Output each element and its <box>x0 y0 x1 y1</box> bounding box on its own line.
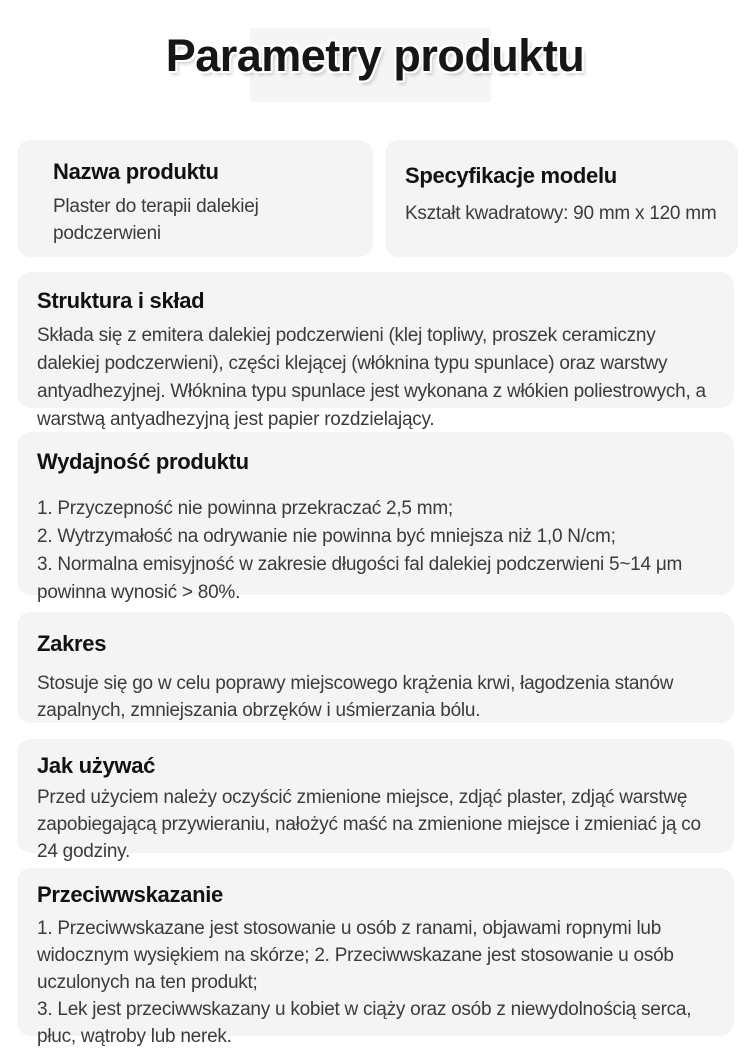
card-product-name <box>17 140 373 257</box>
card-scope <box>17 612 734 723</box>
card-how-to-use-title: Jak używać <box>37 753 156 778</box>
card-contraindication-item-1-2: 1. Przeciwwskazane jest stosowanie u osób z ranami, objawami ropnymi lub widocznym wysiękiem na skórze; 2. Przeciwwskazane jest stosowanie u osób uczulonych na ten produkt; <box>37 918 674 993</box>
card-contraindication-item-3: 3. Lek jest przeciwwskazany u kobiet w ciąży oraz osób z niewydolnością serca, płuc, wątroby lub nerek. <box>37 999 692 1047</box>
card-performance-title: Wydajność produktu <box>37 449 249 474</box>
card-model-spec <box>385 140 738 257</box>
card-performance-item-1: 1. Przyczepność nie powinna przekraczać 2,5 mm; <box>37 498 453 519</box>
card-how-to-use <box>17 739 734 862</box>
card-structure-body: Składa się z emitera dalekiej podczerwieni (klej topliwy, proszek ceramiczny dalekiej podczerwieni), części klejącej (włóknina typu spunlace) oraz warstwy antyadhezyjnej. Włóknina typu spunlace jest wykonana z włókien poliestrowych, a warstwą antyadhezyjną jest papier rozdzielający. <box>37 325 706 430</box>
card-scope-body: Stosuje się go w celu poprawy miejscowego krążenia krwi, łagodzenia stanów zapalnych, zmniejszania obrzęków i uśmierzania bólu. <box>37 673 674 721</box>
top-cards-row <box>17 140 738 257</box>
card-how-to-use-body: Przed użyciem należy oczyścić zmienione miejsce, zdjąć plaster, zdjąć warstwę zapobiegającą przywieraniu, nałożyć maść na zmienione miejsce i zmieniać ją co 24 godziny. <box>37 787 701 862</box>
card-contraindication-title: Przeciwwskazanie <box>37 882 223 907</box>
card-scope-title: Zakres <box>37 631 107 656</box>
card-performance-item-2: 2. Wytrzymałość na odrywanie nie powinna być mniejsza niż 1,0 N/cm; <box>37 526 616 547</box>
card-contraindication <box>17 868 734 1047</box>
card-performance <box>17 432 734 603</box>
card-structure-title: Struktura i skład <box>37 288 205 313</box>
card-model-spec-title: Specyfikacje modelu <box>405 163 617 188</box>
card-product-name-body: Plaster do terapii dalekiej podczerwieni <box>53 196 259 244</box>
page-header <box>0 0 750 140</box>
card-structure <box>17 272 734 430</box>
page-title: Parametry produktu <box>165 30 585 81</box>
cards-container <box>0 140 750 1047</box>
card-model-spec-body: Kształt kwadratowy: 90 mm x 120 mm <box>405 203 717 224</box>
card-product-name-title: Nazwa produktu <box>53 159 219 184</box>
card-performance-item-3: 3. Normalna emisyjność w zakresie długości fal dalekiej podczerwieni 5~14 μm powinna wynosić > 80%. <box>37 554 683 603</box>
